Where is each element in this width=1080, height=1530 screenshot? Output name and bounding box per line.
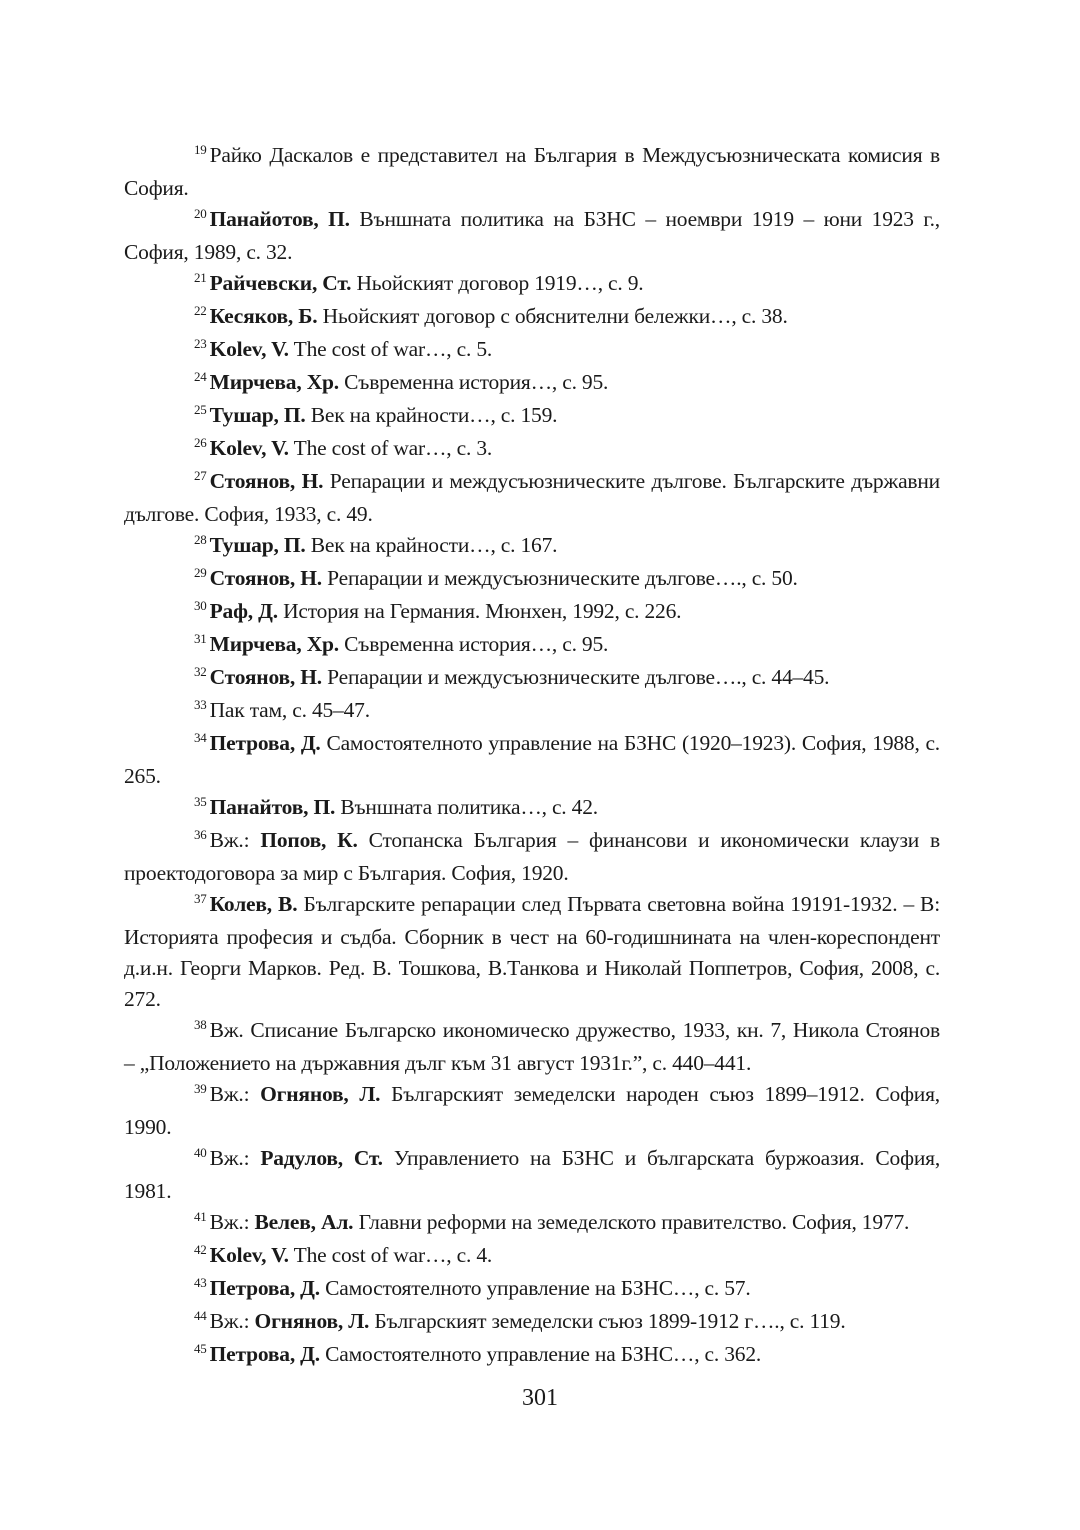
footnote-author: Петрова, Д. — [209, 731, 321, 755]
footnote-21 — [124, 268, 940, 301]
footnote-prefix: Вж.: — [209, 1210, 250, 1234]
footnote-number: 24 — [194, 369, 207, 384]
footnote-text: Репарации и междусъюзническите дългове…., с. 50. — [327, 566, 798, 590]
footnote-author: Мирчева, Хр. — [209, 370, 339, 394]
footnote-number: 30 — [194, 598, 207, 613]
footnote-text: The cost of war…, с. 3. — [293, 436, 493, 460]
footnote-number: 20 — [194, 206, 207, 221]
footnote-author: Стоянов, Н. — [209, 566, 322, 590]
footnote-34 — [124, 728, 940, 792]
footnote-number: 27 — [194, 468, 207, 483]
footnote-author: Кесяков, Б. — [209, 304, 318, 328]
footnote-number: 44 — [194, 1308, 207, 1323]
footnote-number: 35 — [194, 794, 207, 809]
footnote-text: Ньойският договор с обяснителни бележки…, с. 38. — [322, 304, 788, 328]
footnote-number: 33 — [194, 697, 207, 712]
footnote-text: Репарации и междусъюзническите дългове. Българските държавни дългове. София, 1933, с. 49. — [124, 469, 940, 526]
footnote-author: Райчевски, Ст. — [209, 271, 352, 295]
footnote-text: Райко Даскалов е представител на България в Междусъюзническата комисия в София. — [124, 143, 940, 200]
footnote-author: Стоянов, Н. — [209, 469, 324, 493]
footnote-43 — [124, 1273, 940, 1306]
footnote-number: 21 — [194, 270, 207, 285]
page-number: 301 — [522, 1385, 558, 1411]
footnote-prefix: Вж.: — [209, 1146, 250, 1170]
footnote-41 — [124, 1207, 940, 1240]
footnote-22 — [124, 301, 940, 334]
footnote-text: Управлението на БЗНС и българската буржоазия. София, 1981. — [124, 1146, 940, 1203]
footnote-number: 42 — [194, 1242, 207, 1257]
footnote-text: Съвременна история…, с. 95. — [344, 370, 609, 394]
footnote-author: Kolev, V. — [209, 1243, 289, 1267]
footnote-author: Тушар, П. — [209, 403, 306, 427]
footnote-text: Българският земеделски народен съюз 1899–1912. София, 1990. — [124, 1082, 940, 1139]
footnote-40 — [124, 1143, 940, 1207]
footnote-text: Самостоятелното управление на БЗНС (1920–1923). София, 1988, с. 265. — [124, 731, 940, 788]
footnote-author: Мирчева, Хр. — [209, 632, 339, 656]
footnote-number: 31 — [194, 631, 207, 646]
footnote-text: Българските репарации след Първата световна война 19191-1932. – В: Историята професия и съдба. Сборник в чест на 60-годишнината на член-кореспондент д.и.н. Георги Марков. Ред. В. Тошкова, В.Танкова и Николай Поппетров, София, 2008, с. 272. — [124, 892, 940, 1011]
footnote-25 — [124, 400, 940, 433]
footnote-text: Самостоятелното управление на БЗНС…, с. 362. — [325, 1342, 762, 1366]
footnote-prefix: Вж.: — [209, 1309, 250, 1333]
footnote-27 — [124, 466, 940, 530]
footnote-24 — [124, 367, 940, 400]
footnote-text: Външната политика…, с. 42. — [340, 795, 598, 819]
footnote-45 — [124, 1339, 940, 1372]
footnote-35 — [124, 792, 940, 825]
footnote-23 — [124, 334, 940, 367]
footnote-number: 43 — [194, 1275, 207, 1290]
footnote-text: Българският земеделски съюз 1899-1912 г…., с. 119. — [374, 1309, 846, 1333]
footnote-39 — [124, 1079, 940, 1143]
footnote-author: Kolev, V. — [209, 337, 289, 361]
footnote-text: Ньойският договор 1919…, с. 9. — [356, 271, 644, 295]
footnote-number: 29 — [194, 565, 207, 580]
footnote-number: 40 — [194, 1145, 207, 1160]
footnote-author: Петрова, Д. — [209, 1276, 320, 1300]
footnote-number: 39 — [194, 1081, 207, 1096]
footnote-26 — [124, 433, 940, 466]
footnote-number: 23 — [194, 336, 207, 351]
footnote-author: Петрова, Д. — [209, 1342, 320, 1366]
footnote-number: 32 — [194, 664, 207, 679]
footnote-text: Вж. Списание Българско икономическо дружество, 1933, кн. 7, Никола Стоянов – „Положението на държавния дълг към 31 август 1931г.”, с. 440–441. — [124, 1018, 940, 1075]
footnote-number: 22 — [194, 303, 207, 318]
footnote-36 — [124, 825, 940, 889]
footnote-text: Век на крайности…, с. 167. — [310, 533, 558, 557]
footnote-42 — [124, 1240, 940, 1273]
footnote-author: Огнянов, Л. — [254, 1309, 370, 1333]
footnote-19 — [124, 140, 940, 204]
footnote-number: 36 — [194, 827, 207, 842]
footnote-text: The cost of war…, с. 5. — [293, 337, 493, 361]
footnote-text: Съвременна история…, с. 95. — [344, 632, 609, 656]
footnote-29 — [124, 563, 940, 596]
footnote-text: История на Германия. Мюнхен, 1992, с. 226. — [283, 599, 682, 623]
footnotes-list — [124, 140, 940, 1372]
footnote-text: Пак там, с. 45–47. — [209, 698, 370, 722]
footnote-text: Главни реформи на земеделското правителство. София, 1977. — [358, 1210, 910, 1234]
footnote-author: Тушар, П. — [209, 533, 306, 557]
footnote-38 — [124, 1015, 940, 1079]
footnote-number: 19 — [194, 142, 207, 157]
footnote-text: Външната политика на БЗНС – ноември 1919 – юни 1923 г., София, 1989, с. 32. — [124, 207, 940, 264]
footnote-37 — [124, 889, 940, 1015]
footnote-text: Стопанска България – финансови и икономически клаузи в проектодоговора за мир с България. София, 1920. — [124, 828, 940, 885]
footnote-author: Велев, Ал. — [254, 1210, 354, 1234]
footnote-author: Стоянов, Н. — [209, 665, 322, 689]
footnote-31 — [124, 629, 940, 662]
footnote-author: Радулов, Ст. — [260, 1146, 383, 1170]
footnote-author: Раф, Д. — [209, 599, 278, 623]
footnote-text: Век на крайности…, с. 159. — [310, 403, 558, 427]
footnote-44 — [124, 1306, 940, 1339]
footnote-number: 26 — [194, 435, 207, 450]
footnote-author: Колев, В. — [209, 892, 298, 916]
footnote-prefix: Вж.: — [209, 1082, 250, 1106]
footnote-author: Kolev, V. — [209, 436, 289, 460]
footnote-number: 41 — [194, 1209, 207, 1224]
footnote-number: 45 — [194, 1341, 207, 1356]
footnote-author: Попов, К. — [260, 828, 358, 852]
footnote-number: 38 — [194, 1017, 207, 1032]
footnote-text: The cost of war…, с. 4. — [293, 1243, 493, 1267]
footnote-number: 25 — [194, 402, 207, 417]
footnote-author: Панайтов, П. — [209, 795, 336, 819]
footnote-author: Огнянов, Л. — [260, 1082, 381, 1106]
footnote-30 — [124, 596, 940, 629]
footnote-32 — [124, 662, 940, 695]
footnote-20 — [124, 204, 940, 268]
footnote-number: 37 — [194, 891, 207, 906]
footnote-text: Репарации и междусъюзническите дългове…., с. 44–45. — [327, 665, 830, 689]
footnote-28 — [124, 530, 940, 563]
footnote-author: Панайотов, П. — [209, 207, 350, 231]
footnote-prefix: Вж.: — [209, 828, 250, 852]
footnote-number: 34 — [194, 730, 207, 745]
footnote-33 — [124, 695, 940, 728]
footnote-number: 28 — [194, 532, 207, 547]
footnote-text: Самостоятелното управление на БЗНС…, с. 57. — [325, 1276, 751, 1300]
